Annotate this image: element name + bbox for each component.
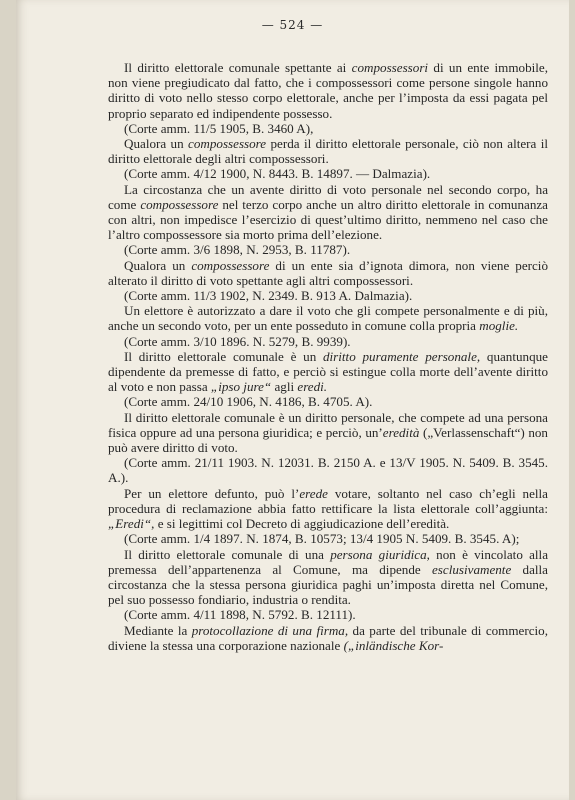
text-run: (Corte amm. 21/11 1903. N. 12031. B. 2150 A. e 13/V 1905. N. 5409. B. 3545. A.). xyxy=(108,455,548,486)
citation xyxy=(108,455,548,485)
text-run: nel terzo corpo anche un altro diritto elettorale in comunanza con altri, non impedisce l’esercizio di quest’ultimo diritto, nemmeno nel caso che l’altro compossessore sia morto prima dell’elezione. xyxy=(108,196,548,243)
paragraph xyxy=(108,182,548,243)
paragraph xyxy=(108,60,548,121)
text-run: quantunque dipendente da premesse di fatto, e perciò si estingue colla morte dell’avente diritto al voto e non passa xyxy=(108,348,548,395)
citation xyxy=(108,607,548,622)
paragraph xyxy=(108,486,548,532)
text-run: Qualora un xyxy=(124,257,192,273)
italic-text: „Eredi“ xyxy=(108,516,152,532)
italic-text: „ipso jure“ xyxy=(210,379,272,395)
italic-text: erede xyxy=(299,485,328,501)
italic-text: compossessore xyxy=(191,257,270,273)
text-run: (Corte amm. 24/10 1906, N. 4186, B. 4705. A). xyxy=(124,394,373,410)
citation xyxy=(108,242,548,257)
text-run: da parte del tribunale di commercio, diviene la stessa una corporazione nazionale xyxy=(108,622,548,653)
text-run: Il diritto elettorale comunale di una xyxy=(124,546,331,562)
italic-text: moglie. xyxy=(479,318,519,334)
text-run: (Corte amm. 11/3 1902, N. 2349. B. 913 A. Dalmazia). xyxy=(124,288,413,304)
italic-text: persona giuridica, xyxy=(330,546,430,562)
citation xyxy=(108,166,548,181)
italic-text: esclusivamente xyxy=(432,561,512,577)
text-run: perda il diritto elettorale personale, ciò non altera il diritto elettorale degli altri compossessori. xyxy=(108,136,549,167)
text-run: Il diritto elettorale comunale spettante ai xyxy=(124,60,352,75)
text-run: (Corte amm. 11/5 1905, B. 3460 A), xyxy=(124,120,314,136)
text-run: (Corte amm. 1/4 1897. N. 1874, B. 10573; 13/4 1905 N. 5409. B. 3545. A); xyxy=(124,531,520,547)
text-run: di un ente sia d’ignota dimora, non viene perciò alterato il diritto di voto spettante agli altri compossessori. xyxy=(108,257,548,288)
citation xyxy=(108,121,548,136)
text-run: (Corte amm. 3/10 1896. N. 5279, B. 9939). xyxy=(124,333,351,349)
document-body xyxy=(108,60,548,653)
text-run: (Corte amm. 4/11 1898, N. 5792. B. 12111). xyxy=(124,607,356,623)
text-run: dalla circostanza che la stessa persona giuridica paghi un’imposta diretta nel Comune, pel suo possesso fondiario, industria o rendita. xyxy=(108,561,548,608)
text-run: non è vincolato alla premessa dell’appartenenza al Comune, ma dipende xyxy=(108,546,549,577)
citation xyxy=(108,394,548,409)
paragraph xyxy=(108,349,548,395)
text-run: Qualora un xyxy=(124,136,189,152)
italic-text: compossessore xyxy=(188,136,267,152)
text-run: („Verlassenschaft“) non può avere diritto di voto. xyxy=(108,424,548,456)
italic-text: protocollazione di una firma, xyxy=(191,622,349,638)
paragraph xyxy=(108,623,548,653)
citation xyxy=(108,531,548,546)
page-number: — 524 — xyxy=(261,18,324,32)
text-run: (Corte amm. 4/12 1900, N. 8443. B. 14897. — Dalmazia). xyxy=(124,166,431,182)
document-page xyxy=(16,0,569,800)
italic-text: compossessori xyxy=(351,60,429,75)
text-run: di un ente immobile, non viene pregiudicato dal fatto, che i compossessori come persone singole hanno diritto di voto nello stesso corpo elettorale, anche per l’imposta da essi pagata pel proprio separato ed indipendente possesso. xyxy=(108,60,548,121)
italic-text: diritto puramente personale, xyxy=(323,348,481,364)
text-run: Un elettore è autorizzato a dare il voto che gli compete personalmente e di più, anche un secondo voto, per un ente posseduto in comune colla propria xyxy=(108,303,548,334)
paragraph xyxy=(108,303,548,333)
text-run: Mediante la xyxy=(124,622,192,638)
text-run: , e si legittimi col Decreto di aggiudicazione dell’eredità. xyxy=(151,516,450,532)
text-run: Il diritto elettorale comunale è un xyxy=(124,348,323,364)
citation xyxy=(108,334,548,349)
paragraph xyxy=(108,547,548,608)
text-run: votare, soltanto nel caso ch’egli nella procedura di reclamazione abbia fatto rettificare la lista elettorale coll’aggiunta: xyxy=(108,485,548,516)
italic-text: compossessore xyxy=(140,196,219,212)
text-run: Per un elettore defunto, può l’ xyxy=(124,485,300,501)
italic-text: eredi. xyxy=(297,379,328,395)
paragraph xyxy=(108,136,548,166)
citation xyxy=(108,288,548,303)
text-run: agli xyxy=(271,379,298,395)
paragraph xyxy=(108,410,548,456)
text-run: (Corte amm. 3/6 1898, N. 2953, B. 11787). xyxy=(124,242,351,258)
text-run: La circostanza che un avente diritto di voto personale nel secondo corpo, ha come xyxy=(108,181,548,212)
paragraph xyxy=(108,258,548,288)
italic-text: („inländische Kor- xyxy=(343,637,444,653)
text-run: Il diritto elettorale comunale è un diritto personale, che compete ad una persona fisica oppure ad una persona giuridica; e perciò, un’ xyxy=(108,409,548,440)
italic-text: eredità xyxy=(382,424,420,440)
